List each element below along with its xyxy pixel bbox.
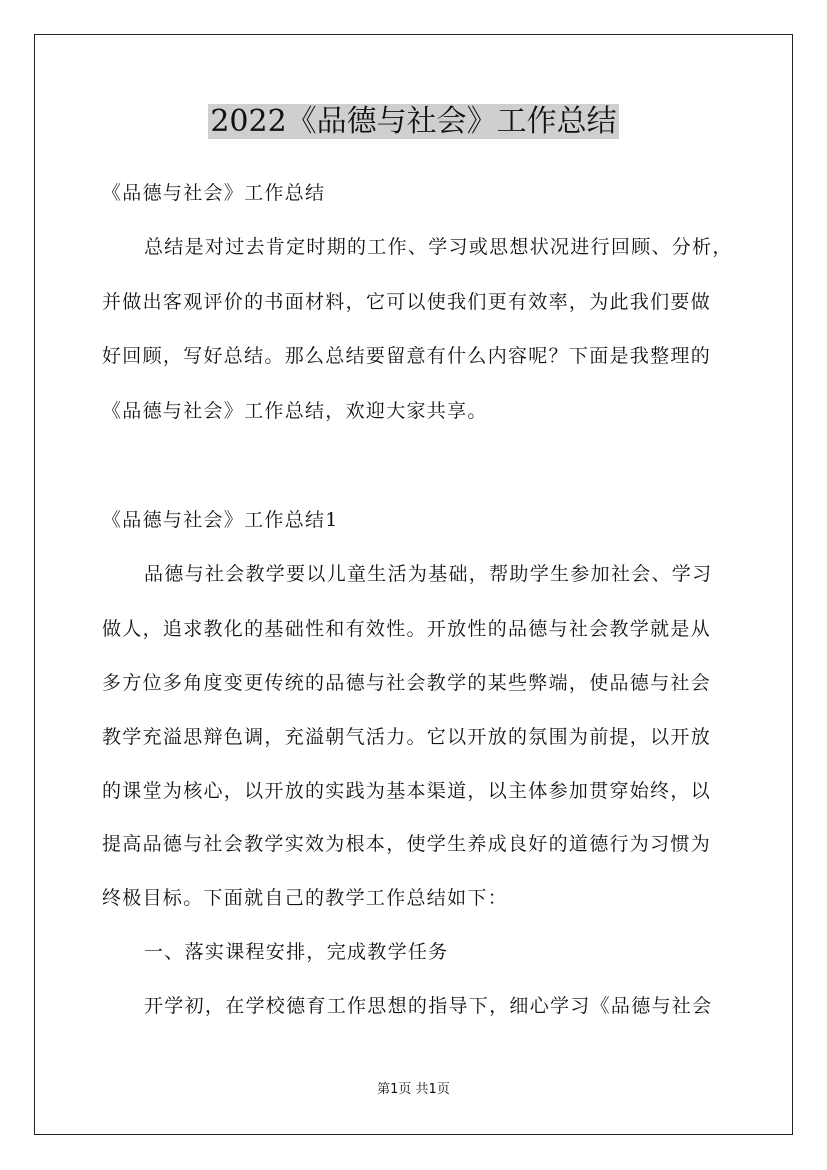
subsection-heading: 一、落实课程安排，完成教学任务 <box>144 941 449 963</box>
section-heading: 《品德与社会》工作总结1 <box>102 509 339 531</box>
paragraph-line: 提高品德与社会教学实效为根本，使学生养成良好的道德行为习惯为 <box>102 833 712 855</box>
page-number: 第1页 共1页 <box>377 1082 450 1097</box>
paragraph-line: 终极目标。下面就自己的教学工作总结如下： <box>102 887 509 909</box>
paragraph-line: 品德与社会教学要以儿童生活为基础，帮助学生参加社会、学习 <box>144 563 713 585</box>
paragraph-line: 多方位多角度变更传统的品德与社会教学的某些弊端，使品德与社会 <box>102 672 712 694</box>
section-heading: 《品德与社会》工作总结 <box>102 182 326 204</box>
paragraph-line: 做人，追求教化的基础性和有效性。开放性的品德与社会教学就是从 <box>102 618 712 640</box>
paragraph-line: 并做出客观评价的书面材料，它可以使我们更有效率，为此我们要做 <box>102 291 712 313</box>
paragraph-line: 《品德与社会》工作总结，欢迎大家共享。 <box>102 400 488 422</box>
document-title-text: 2022《品德与社会》工作总结 <box>210 104 617 139</box>
paragraph-line: 的课堂为核心，以开放的实践为基本渠道，以主体参加贯穿始终，以 <box>102 780 712 802</box>
document-title <box>0 100 827 144</box>
paragraph-line: 教学充溢思辩色调，充溢朝气活力。它以开放的氛围为前提，以开放 <box>102 726 712 748</box>
paragraph-line: 好回顾，写好总结。那么总结要留意有什么内容呢？下面是我整理的 <box>102 345 712 367</box>
paragraph-line: 总结是对过去肯定时期的工作、学习或思想状况进行回顾、分析， <box>144 236 733 258</box>
paragraph-line: 开学初，在学校德育工作思想的指导下，细心学习《品德与社会 <box>144 995 713 1017</box>
